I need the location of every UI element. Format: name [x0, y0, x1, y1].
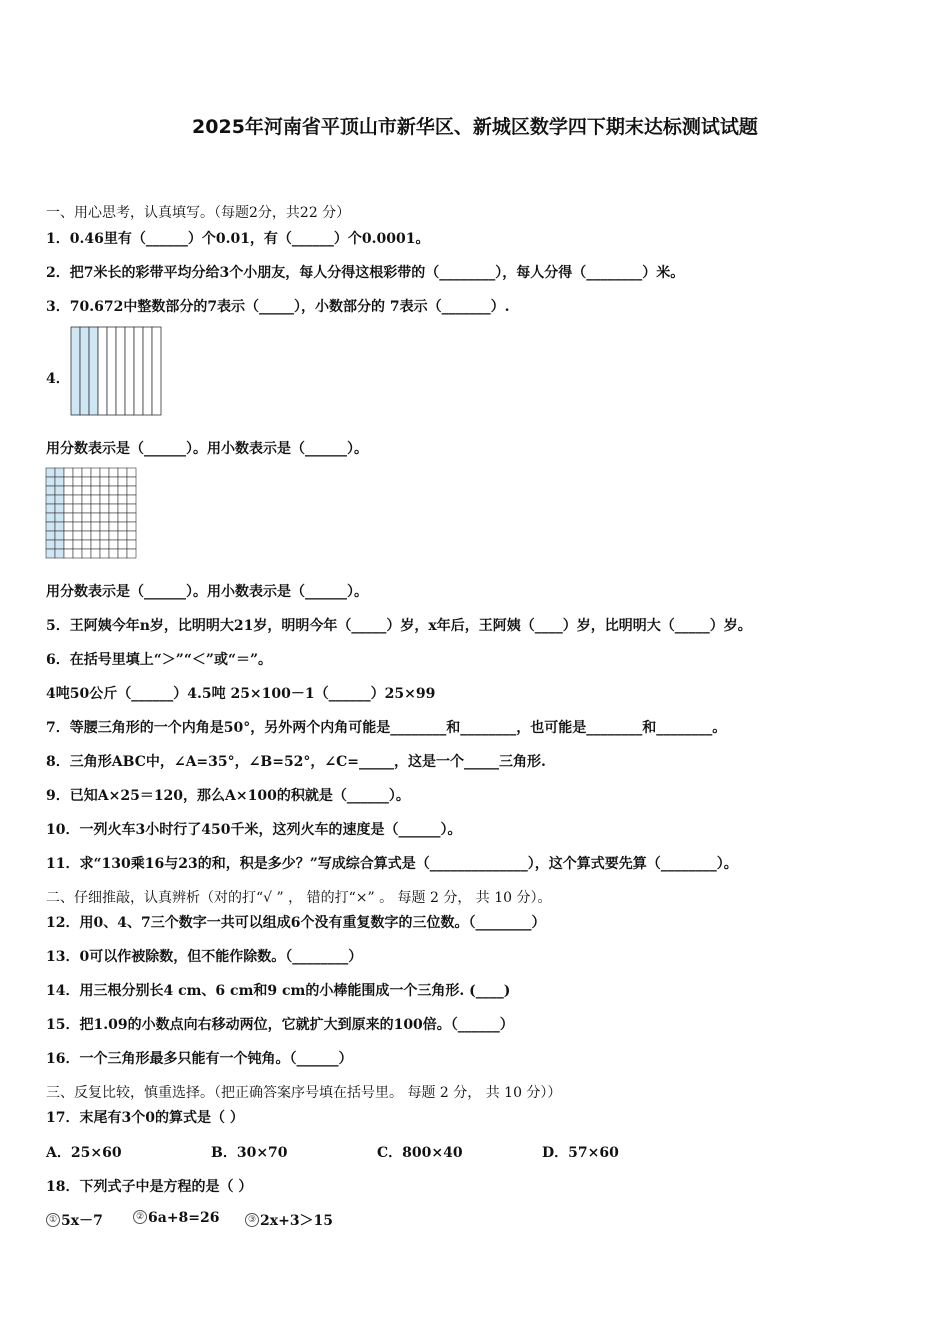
grid-cell: [46, 477, 55, 486]
grid-cell: [55, 549, 64, 558]
strip-cell: [152, 327, 161, 415]
grid-cell: [100, 522, 109, 531]
grid-cell: [109, 513, 118, 522]
q18-mark-3: ③: [245, 1213, 259, 1227]
grid-cell: [73, 531, 82, 540]
grid-cell: [46, 486, 55, 495]
grid-cell: [73, 549, 82, 558]
q17-option-c: C．800×40: [377, 1145, 463, 1161]
grid-cell: [109, 540, 118, 549]
q18-option-2: [133, 1210, 220, 1226]
question-12: 12．用0、4、7三个数字一共可以组成6个没有重复数字的三位数。（________）: [46, 915, 546, 931]
grid-cell: [73, 513, 82, 522]
grid-cell: [55, 468, 64, 477]
q17-option-d: D．57×60: [542, 1145, 619, 1161]
grid-cell: [118, 540, 127, 549]
grid-cell: [118, 549, 127, 558]
grid-cell: [91, 504, 100, 513]
question-8: 8．三角形ABC中，∠A=35°，∠B=52°，∠C=_____，这是一个_____三角形.: [46, 754, 546, 770]
grid-cell: [73, 504, 82, 513]
q18-option-3-text: 2x+3＞15: [260, 1213, 334, 1229]
question-6-compare-line: 4吨50公斤（______）4.5吨 25×100－1（______）25×99: [46, 686, 436, 702]
grid-cell: [82, 486, 91, 495]
grid-cell: [55, 486, 64, 495]
grid-cell: [91, 513, 100, 522]
grid-cell: [64, 513, 73, 522]
q18-mark-1: ①: [46, 1213, 60, 1227]
question-4-line-a: 用分数表示是（______）。用小数表示是（______）。: [46, 441, 368, 457]
section-3-heading: 三、反复比较，慎重选择。（把正确答案序号填在括号里。 每题 2 分， 共 10 分））: [46, 1085, 562, 1101]
grid-cell: [100, 504, 109, 513]
grid-cell: [73, 486, 82, 495]
grid-cell: [82, 549, 91, 558]
strip-cell: [80, 327, 89, 415]
question-7: 7．等腰三角形的一个内角是50°，另外两个内角可能是________和________，也可能是________和________。: [46, 720, 727, 736]
grid-cell: [91, 540, 100, 549]
grid-cell: [118, 504, 127, 513]
grid-cell: [46, 540, 55, 549]
grid-cell: [46, 549, 55, 558]
grid-cell: [118, 468, 127, 477]
question-18: 18．下列式子中是方程的是（ ）: [46, 1179, 253, 1195]
question-13: 13．0可以作被除数，但不能作除数。（________）: [46, 949, 363, 965]
grid-cell: [118, 522, 127, 531]
grid-cell: [64, 549, 73, 558]
grid-cell: [91, 522, 100, 531]
strip-cell: [107, 327, 116, 415]
grid-cell: [109, 486, 118, 495]
grid-cell: [46, 522, 55, 531]
q17-option-a: A．25×60: [46, 1145, 122, 1161]
grid-cell: [127, 540, 136, 549]
grid-cell: [109, 477, 118, 486]
grid-cell: [109, 468, 118, 477]
grid-cell: [109, 522, 118, 531]
grid-cell: [118, 486, 127, 495]
q18-option-3: [245, 1210, 333, 1230]
grid-cell: [64, 504, 73, 513]
grid-cell: [55, 540, 64, 549]
grid-cell: [82, 513, 91, 522]
grid-cell: [109, 531, 118, 540]
grid-cell: [73, 468, 82, 477]
grid-cell: [55, 495, 64, 504]
grid-cell: [100, 468, 109, 477]
question-1: 1．0.46里有（______）个0.01，有（______）个0.0001。: [46, 231, 430, 247]
question-10: 10．一列火车3小时行了450千米，这列火车的速度是（______）。: [46, 822, 462, 838]
q18-option-1-text: 5x－7: [61, 1213, 103, 1229]
strip-cell: [143, 327, 152, 415]
grid-cell: [82, 522, 91, 531]
grid-cell: [55, 522, 64, 531]
grid-cell: [73, 540, 82, 549]
grid-cell: [127, 549, 136, 558]
grid-cell: [127, 504, 136, 513]
q17-option-b: B．30×70: [211, 1145, 288, 1161]
grid-cell: [46, 468, 55, 477]
grid-cell: [127, 522, 136, 531]
section-2-heading: 二、仔细推敲，认真辨析（对的打“√ ” ， 错的打“×” 。 每题 2 分， 共 10 分）。: [46, 890, 552, 906]
q18-option-1: [46, 1210, 103, 1230]
grid-cell: [64, 495, 73, 504]
question-6: 6．在括号里填上“＞”“＜”或“＝”。: [46, 652, 273, 668]
grid-cell: [100, 495, 109, 504]
grid-cell: [55, 513, 64, 522]
grid-cell: [100, 486, 109, 495]
grid-cell: [127, 477, 136, 486]
grid-cell: [64, 477, 73, 486]
question-14: 14．用三根分别长4 cm、6 cm和9 cm的小棒能围成一个三角形. (____): [46, 983, 511, 999]
grid-cell: [82, 468, 91, 477]
q18-mark-2: ②: [133, 1210, 147, 1224]
grid-cell: [91, 468, 100, 477]
question-5: 5．王阿姨今年n岁，比明明大21岁，明明今年（_____）岁，x年后，王阿姨（____）岁，比明明大（_____）岁。: [46, 618, 752, 634]
grid-cell: [82, 477, 91, 486]
grid-cell: [55, 531, 64, 540]
grid-cell: [109, 504, 118, 513]
grid-cell: [64, 486, 73, 495]
grid-cell: [100, 549, 109, 558]
grid-cell: [109, 495, 118, 504]
question-2: 2．把7米长的彩带平均分给3个小朋友，每人分得这根彩带的（________），每人分得（________）米。: [46, 265, 685, 281]
question-16: 16．一个三角形最多只能有一个钝角。（______）: [46, 1051, 353, 1067]
q18-option-2-text: 6a+8=26: [148, 1210, 220, 1226]
question-9: 9．已知A×25＝120，那么A×100的积就是（______）。: [46, 788, 410, 804]
grid-cell: [100, 513, 109, 522]
hundred-grid-figure: [45, 467, 137, 559]
strip-cell: [116, 327, 125, 415]
grid-cell: [91, 495, 100, 504]
grid-cell: [100, 540, 109, 549]
section-1-heading: 一、用心思考，认真填写。（每题2分，共22 分）: [46, 205, 351, 221]
strip-cell: [134, 327, 143, 415]
strip-cell: [98, 327, 107, 415]
strip-cell: [89, 327, 98, 415]
grid-cell: [82, 540, 91, 549]
grid-cell: [118, 531, 127, 540]
question-4-line-b: 用分数表示是（______）。用小数表示是（______）。: [46, 584, 368, 600]
grid-cell: [73, 495, 82, 504]
grid-cell: [109, 549, 118, 558]
grid-cell: [127, 513, 136, 522]
question-17: 17．末尾有3个0的算式是（ ）: [46, 1110, 244, 1126]
grid-cell: [127, 468, 136, 477]
grid-cell: [91, 531, 100, 540]
grid-cell: [91, 486, 100, 495]
question-4-number: 4．: [46, 371, 70, 387]
grid-cell: [118, 513, 127, 522]
page-title: 2025年河南省平顶山市新华区、新城区数学四下期末达标测试试题: [192, 116, 758, 138]
strip-cell: [125, 327, 134, 415]
grid-cell: [127, 495, 136, 504]
grid-cell: [82, 495, 91, 504]
grid-cell: [73, 522, 82, 531]
grid-cell: [91, 549, 100, 558]
grid-cell: [64, 468, 73, 477]
grid-cell: [55, 477, 64, 486]
grid-cell: [64, 531, 73, 540]
grid-cell: [46, 531, 55, 540]
question-15: 15．把1.09的小数点向右移动两位，它就扩大到原来的100倍。（______）: [46, 1017, 514, 1033]
grid-cell: [91, 477, 100, 486]
grid-cell: [64, 522, 73, 531]
grid-cell: [127, 531, 136, 540]
question-11: 11．求“130乘16与23的和，积是多少？”写成综合算式是（______________），这个算式要先算（________）。: [46, 856, 738, 872]
grid-cell: [118, 495, 127, 504]
grid-cell: [73, 477, 82, 486]
grid-cell: [100, 477, 109, 486]
grid-cell: [100, 531, 109, 540]
grid-cell: [118, 477, 127, 486]
grid-cell: [64, 540, 73, 549]
question-3: 3．70.672中整数部分的7表示（_____），小数部分的 7表示（_______）.: [46, 299, 510, 315]
strip-cell: [71, 327, 80, 415]
grid-cell: [46, 504, 55, 513]
grid-cell: [46, 495, 55, 504]
fraction-strip-figure: [70, 326, 162, 416]
grid-cell: [46, 513, 55, 522]
grid-cell: [82, 504, 91, 513]
grid-cell: [55, 504, 64, 513]
grid-cell: [127, 486, 136, 495]
grid-cell: [82, 531, 91, 540]
